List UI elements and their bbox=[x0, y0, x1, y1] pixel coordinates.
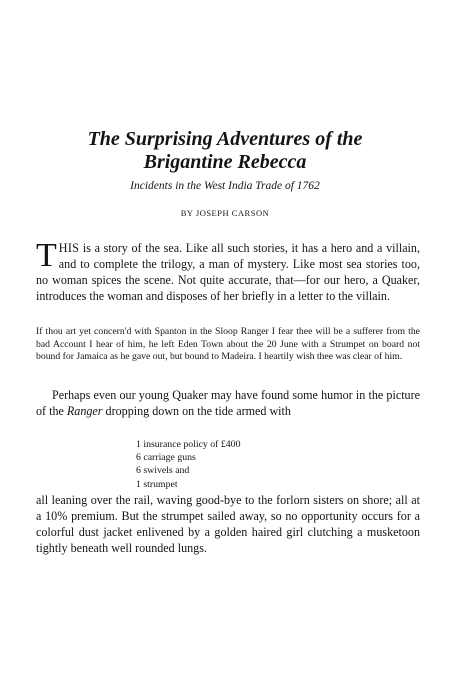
ship-name: Ranger bbox=[66, 404, 103, 418]
list-item: 1 insurance policy of £400 bbox=[136, 439, 241, 450]
opening-text: is a story of the sea. Like all such stories, it has a hero and a villain, and to complete the trilogy, a man of mystery. Like most sea stories too, no woman spices the scene. Not quite accurate, that—for our hero, a Quaker, introduces the woman and disposes of her briefly in a letter to the villain. bbox=[36, 241, 420, 303]
drop-cap: T bbox=[36, 237, 57, 274]
paragraph-opening bbox=[36, 237, 420, 304]
article-title-line-1: The Surprising Adventures of the bbox=[87, 128, 363, 150]
paragraph-ranger bbox=[36, 387, 420, 419]
list-item: 1 strumpet bbox=[136, 478, 178, 490]
byline: BY JOSEPH CARSON bbox=[180, 208, 270, 218]
cargo-list bbox=[136, 438, 240, 491]
opening-smallcaps: HIS bbox=[58, 241, 80, 255]
list-item: 6 swivels and bbox=[136, 465, 190, 477]
paragraph-ranger-after: dropping down on the tide armed with bbox=[102, 404, 291, 418]
paragraph-ranger-before: Perhaps even our young Quaker may have found some humor in the picture of the bbox=[36, 388, 420, 418]
article-subtitle: Incidents in the West India Trade of 1762 bbox=[130, 180, 320, 192]
paragraph-closing: all leaning over the rail, waving good-bye to the forlorn sisters on shore; all at a 10% premium. But the strumpet sailed away, so no opportunity occurs for a colorful dust jacket enlivened by a golden haired girl clutching a musketoon tightly beneath well rounded lungs. bbox=[36, 493, 420, 555]
letter-quote: If thou art yet concern'd with Spanton in the Sloop Ranger I fear thee will be a sufferer from the bad Account I hear of him, he left Eden Town about the 20 June with a Strumpet on board not bound for Jamaica as he gave out, but bound to Madeira. I heartily wish thee was clear of him. bbox=[36, 326, 420, 362]
list-item: 6 carriage guns bbox=[136, 452, 196, 464]
article-title-line-2: Brigantine Rebecca bbox=[143, 151, 307, 173]
